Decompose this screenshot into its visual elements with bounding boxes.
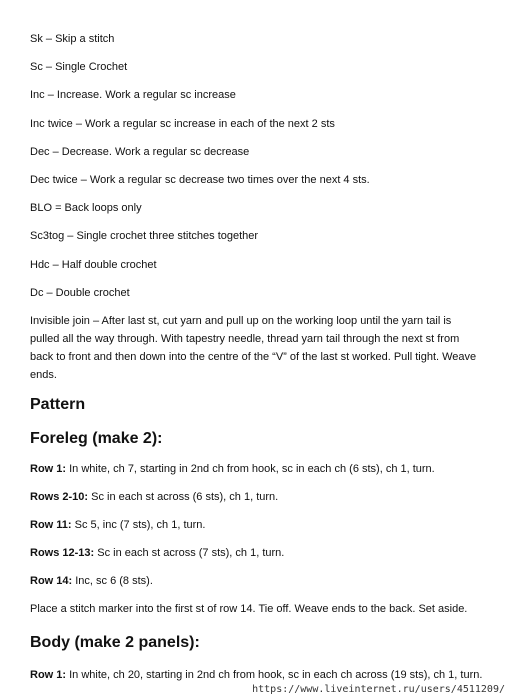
invisible-join-line: pulled all the way through. With tapestry needle, thread yarn tail through the next st from xyxy=(30,333,460,345)
row-text: Sc in each st across (6 sts), ch 1, turn. xyxy=(88,491,279,503)
invisible-join-line: ends. xyxy=(30,369,57,381)
foreleg-row xyxy=(30,572,153,590)
row-label: Row 1: xyxy=(30,463,67,475)
row-text: Sc in each st across (7 sts), ch 1, turn. xyxy=(94,547,285,559)
row-text: Inc, sc 6 (8 sts). xyxy=(72,575,153,587)
row-text: Sc 5, inc (7 sts), ch 1, turn. xyxy=(71,519,206,531)
abbrev-double-crochet: Dc – Double crochet xyxy=(30,287,130,299)
foreleg-note: Place a stitch marker into the first st of row 14. Tie off. Weave ends to the back. Set aside. xyxy=(30,603,468,615)
source-watermark: https://www.liveinternet.ru/users/4511209/ xyxy=(252,684,505,695)
invisible-join-paragraph xyxy=(30,312,498,384)
abbrev-increase-twice: Inc twice – Work a regular sc increase in each of the next 2 sts xyxy=(30,118,335,130)
foreleg-heading: Foreleg (make 2): xyxy=(30,430,163,447)
body-heading: Body (make 2 panels): xyxy=(30,634,200,651)
abbrev-sc3tog: Sc3tog – Single crochet three stitches together xyxy=(30,230,259,242)
row-label: Rows 2-10: xyxy=(30,491,89,503)
row-label: Rows 12-13: xyxy=(30,547,95,559)
abbrev-single-crochet: Sc – Single Crochet xyxy=(30,61,128,73)
row-label: Row 14: xyxy=(30,575,73,587)
invisible-join-line: back to front and then down into the centre of the “V” of the last st worked. Pull tight. Weave xyxy=(30,351,477,363)
foreleg-row xyxy=(30,488,278,506)
foreleg-row xyxy=(30,460,435,478)
invisible-join-line: Invisible join – After last st, cut yarn and pull up on the working loop until the yarn tail is xyxy=(30,315,452,327)
abbrev-half-double-crochet: Hdc – Half double crochet xyxy=(30,259,157,271)
abbrev-skip-stitch: Sk – Skip a stitch xyxy=(30,33,115,45)
abbrev-back-loops-only: BLO = Back loops only xyxy=(30,202,142,214)
abbrev-increase: Inc – Increase. Work a regular sc increase xyxy=(30,89,236,101)
abbrev-decrease-twice: Dec twice – Work a regular sc decrease two times over the next 4 sts. xyxy=(30,174,370,186)
body-row xyxy=(30,666,482,684)
row-text: In white, ch 20, starting in 2nd ch from hook, sc in each ch across (19 sts), ch 1, turn. xyxy=(66,669,483,681)
row-label: Row 11: xyxy=(30,519,72,531)
row-label: Row 1: xyxy=(30,669,67,681)
pattern-heading: Pattern xyxy=(30,396,86,413)
foreleg-row xyxy=(30,544,284,562)
foreleg-row xyxy=(30,516,205,534)
abbrev-decrease: Dec – Decrease. Work a regular sc decrease xyxy=(30,146,250,158)
row-text: In white, ch 7, starting in 2nd ch from hook, sc in each ch (6 sts), ch 1, turn. xyxy=(66,463,435,475)
